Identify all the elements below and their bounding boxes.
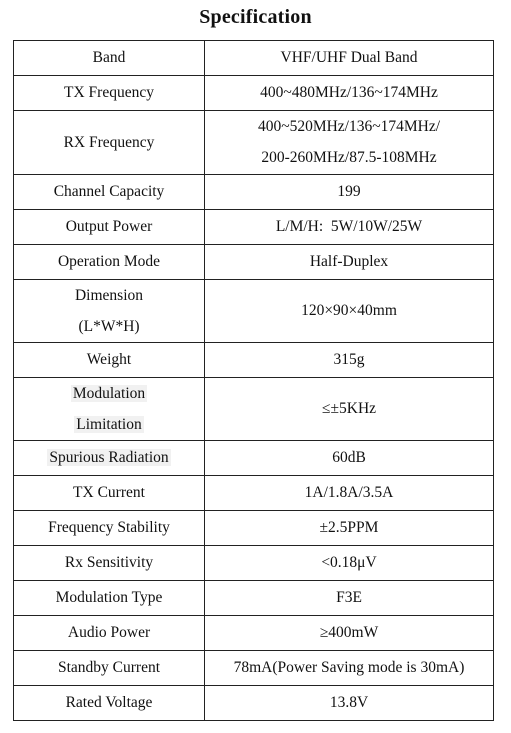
row-label-output-power [14,210,205,245]
value-text: VHF/UHF Dual Band [280,49,418,66]
row-value-rx-sensitivity [205,546,494,581]
label-text: RX Frequency [63,133,155,151]
row-value-modulation-limitation [205,378,494,441]
table-row [14,280,494,343]
label-highlight: Spurious Radiation [49,449,169,466]
table-row [14,245,494,280]
table-row [14,111,494,175]
value-text: 400~520MHz/136~174MHz/ [257,118,441,135]
value-text: ≤±5KHz [321,400,377,417]
row-value-standby-current [205,651,494,686]
label-text [18,415,200,435]
label-highlight: Limitation [76,415,142,433]
table-row [14,686,494,721]
row-value-frequency-stability [205,511,494,546]
table-row [14,175,494,210]
label-text: Audio Power [67,624,151,641]
row-value-band [205,41,494,76]
row-label-rated-voltage [14,686,205,721]
row-value-rx-frequency [205,111,494,175]
table-row [14,476,494,511]
row-label-channel-capacity [14,175,205,210]
value-text: 78mA(Power Saving mode is 30mA) [233,659,465,676]
table-row [14,210,494,245]
table-row [14,343,494,378]
value-text: 1A/1.8A/3.5A [304,484,394,501]
value-text: ≥400mW [319,624,379,641]
label-text: Dimension [74,286,144,304]
row-label-audio-power [14,616,205,651]
value-text: 315g [333,351,365,368]
row-value-rated-voltage [205,686,494,721]
table-row [14,378,494,441]
label-text: Modulation Type [55,589,163,606]
value-text: 200-260MHz/87.5-108MHz [261,149,437,166]
label-text [18,448,200,468]
row-label-weight [14,343,205,378]
row-label-spurious-radiation [14,441,205,476]
row-value-output-power [205,210,494,245]
value-text: 400~480MHz/136~174MHz [260,84,438,101]
value-text: Half-Duplex [309,253,389,270]
table-row [14,616,494,651]
label-text: Band [92,49,126,66]
row-value-tx-frequency [205,76,494,111]
row-value-channel-capacity [205,175,494,210]
table-row [14,546,494,581]
table-row [14,651,494,686]
row-label-frequency-stability [14,511,205,546]
row-label-rx-frequency [14,111,205,175]
label-text: TX Current [73,484,145,501]
label-text: Output Power [65,218,153,235]
label-text: Rated Voltage [65,694,153,711]
value-text: 120×90×40mm [301,302,397,319]
label-text: (L*W*H) [78,317,140,335]
row-label-operation-mode [14,245,205,280]
row-label-dimension [14,280,205,343]
row-value-weight [205,343,494,378]
row-label-tx-current [14,476,205,511]
row-label-modulation-type [14,581,205,616]
value-text: <0.18μV [321,554,377,571]
row-value-modulation-type [205,581,494,616]
row-value-tx-current [205,476,494,511]
row-value-audio-power [205,616,494,651]
value-text: L/M/H: 5W/10W/25W [275,218,423,235]
table-row [14,76,494,111]
row-label-band [14,41,205,76]
label-text: Operation Mode [57,253,160,270]
label-text: Standby Current [57,659,161,676]
label-text [18,384,200,404]
table-row [14,511,494,546]
row-label-modulation-limitation [14,378,205,441]
label-highlight: Modulation [72,384,146,402]
value-text: 199 [337,183,361,200]
row-label-standby-current [14,651,205,686]
table-row [14,441,494,476]
label-text: Frequency Stability [48,519,170,536]
value-text: 13.8V [329,694,369,711]
value-text: ±2.5PPM [319,519,379,536]
table-row [14,581,494,616]
table-row [14,41,494,76]
label-text: Channel Capacity [53,183,165,200]
label-text: Rx Sensitivity [64,554,154,571]
row-label-rx-sensitivity [14,546,205,581]
specification-table [13,40,494,721]
row-value-dimension [205,280,494,343]
label-text: TX Frequency [64,84,154,101]
value-text: F3E [336,589,362,606]
page-title: Specification [199,6,312,28]
row-value-spurious-radiation [205,441,494,476]
value-text: 60dB [332,449,366,466]
row-value-operation-mode [205,245,494,280]
label-text: Weight [86,351,132,368]
row-label-tx-frequency [14,76,205,111]
